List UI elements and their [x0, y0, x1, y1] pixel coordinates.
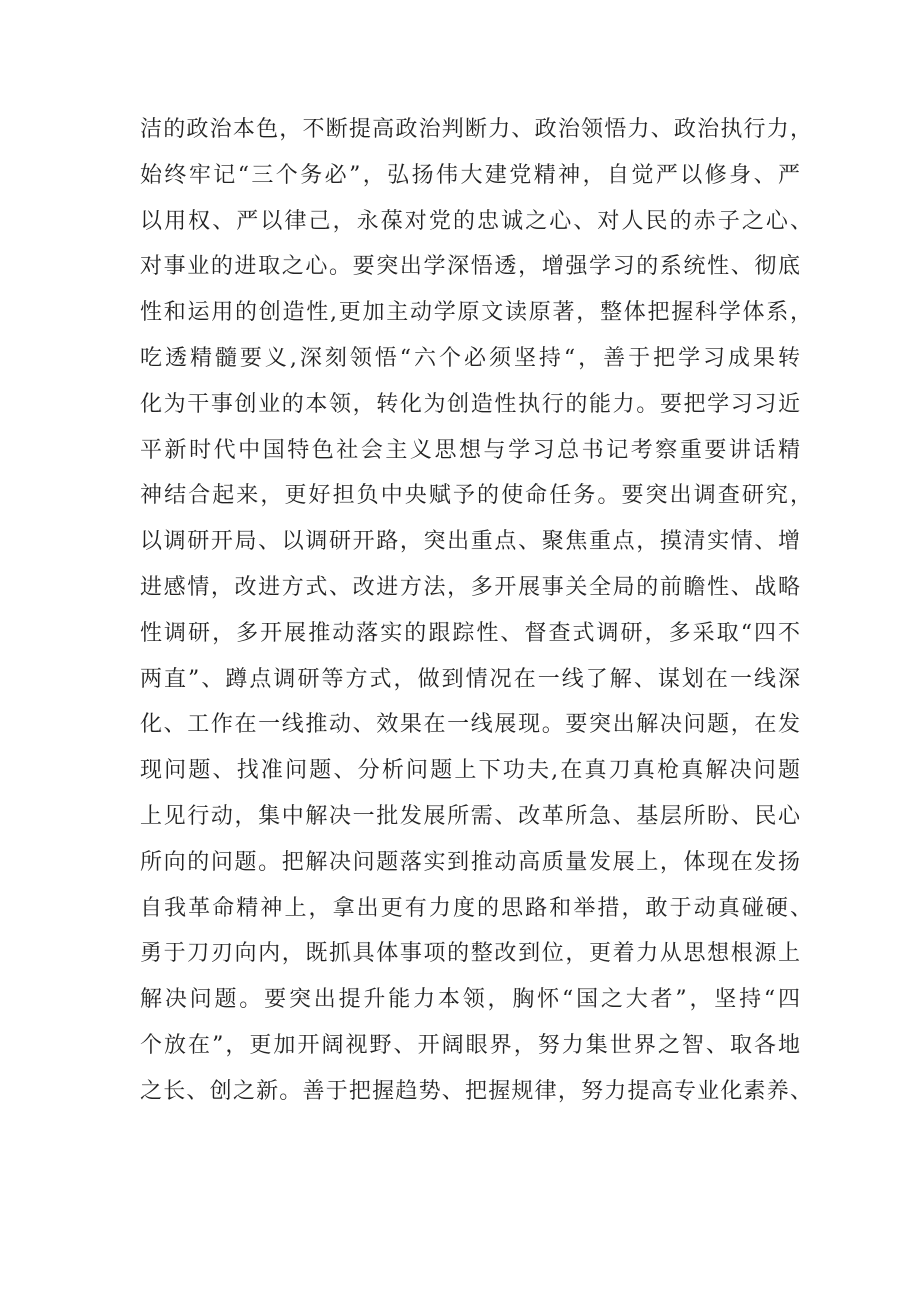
text-line: 以调研开局、以调研开路，突出重点、聚焦重点，摸清实情、增 [140, 529, 800, 555]
text-line: 神结合起来，更好担负中央赋予的使命任务。要突出调查研究， [140, 483, 812, 509]
text-line: 个放在”，更加开阔视野、开阔眼界，努力集世界之智、取各地 [140, 1033, 800, 1058]
text-line: 上见行动，集中解决一批发展所需、改革所急、基层所盼、民心 [140, 804, 800, 829]
text-line: 平新时代中国特色社会主义思想与学习总书记考察重要讲话精 [140, 437, 800, 463]
text-line: 解决问题。要突出提升能力本领，胸怀“国之大者”，坚持“四 [140, 987, 800, 1013]
text-line: 性和运用的创造性,更加主动学原文读原著，整体把握科学体系， [140, 300, 812, 326]
text-line: 性调研，多开展推动落实的跟踪性、督查式调研，多采取“四不 [140, 620, 800, 646]
text-line: 进感情，改进方式、改进方法，多开展事关全局的前瞻性、战略 [140, 575, 800, 600]
text-line: 始终牢记“三个务必”，弘扬伟大建党精神，自觉严以修身、严 [140, 162, 800, 188]
text-line: 现问题、找准问题、分析问题上下功夫,在真刀真枪真解决问题 [140, 758, 800, 784]
text-line: 化、工作在一线推动、效果在一线展现。要突出解决问题，在发 [140, 712, 800, 738]
text-line: 两直”、蹲点调研等方式，做到情况在一线了解、谋划在一线深 [140, 666, 800, 692]
text-line: 对事业的进取之心。要突出学深悟透，增强学习的系统性、彻底 [140, 254, 800, 280]
text-line: 勇于刀刃向内，既抓具体事项的整改到位，更着力从思想根源上 [140, 941, 800, 967]
text-line: 之长、创之新。善于把握趋势、把握规律，努力提高专业化素养、 [140, 1078, 812, 1104]
text-line: 所向的问题。把解决问题落实到推动高质量发展上，体现在发扬 [140, 849, 800, 875]
text-line: 洁的政治本色，不断提高政治判断力、政治领悟力、政治执行力， [140, 117, 812, 142]
text-line: 吃透精髓要义,深刻领悟“六个必须坚持“，善于把学习成果转 [140, 346, 800, 371]
text-line: 以用权、严以律己，永葆对党的忠诚之心、对人民的赤子之心、 [140, 208, 812, 234]
text-line: 自我革命精神上，拿出更有力度的思路和举措，敢于动真碰硬、 [140, 895, 812, 921]
text-line: 化为干事创业的本领，转化为创造性执行的能力。要把学习习近 [140, 391, 800, 417]
